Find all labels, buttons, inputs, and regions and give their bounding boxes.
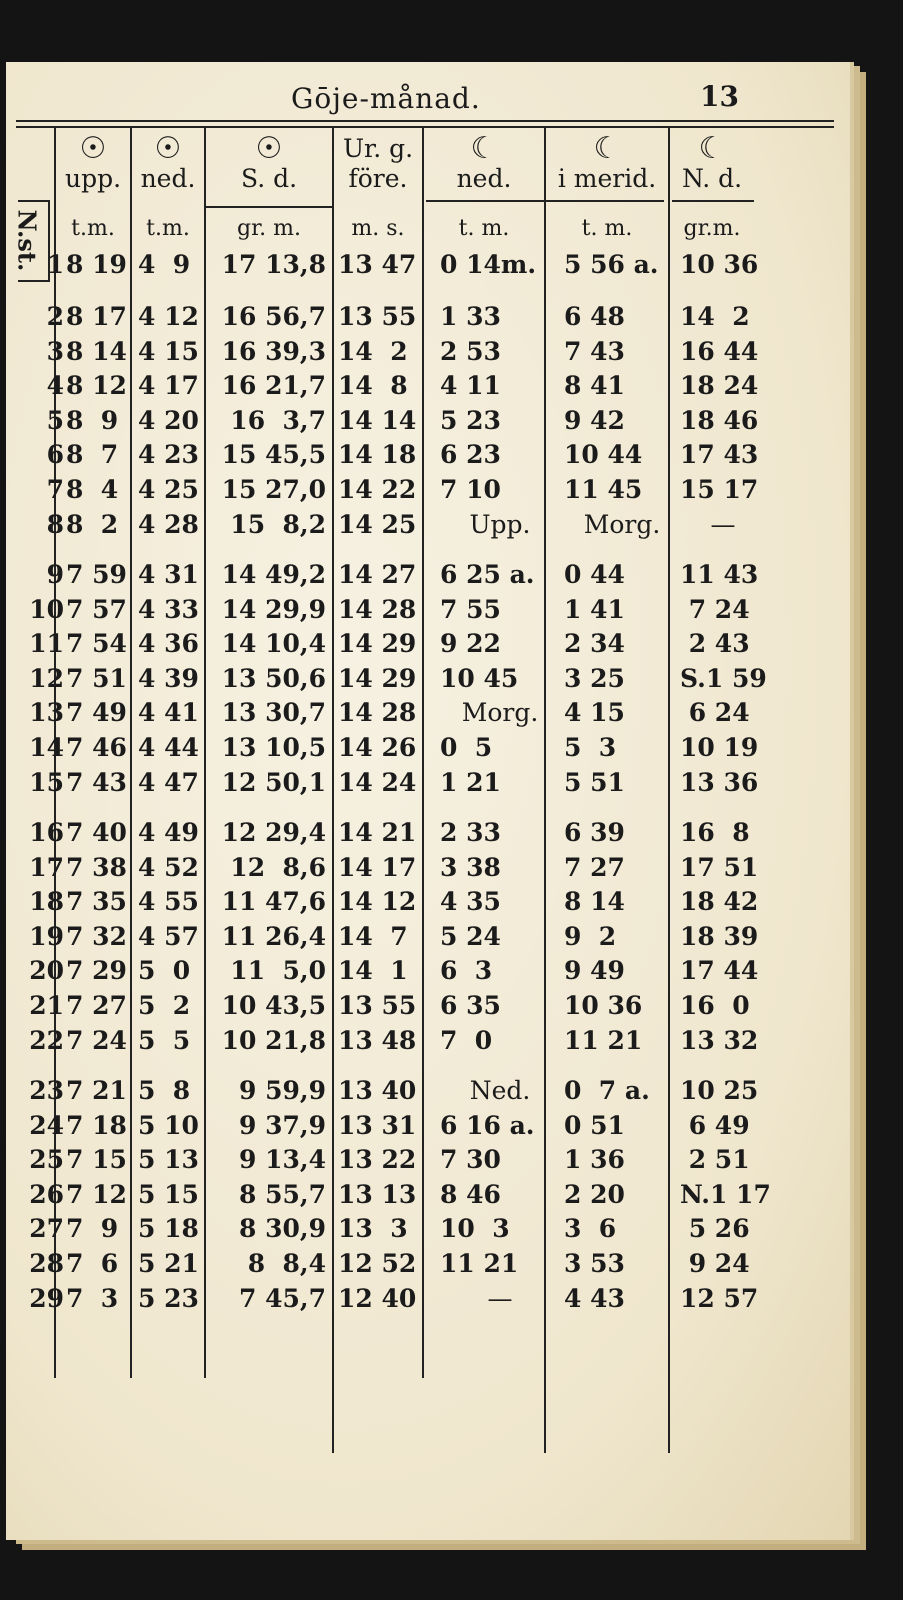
moon-declination-cell: N.1 17 bbox=[680, 1179, 771, 1209]
table-row bbox=[6, 1143, 850, 1177]
moon-meridian-cell: 10 44 bbox=[564, 440, 643, 470]
unit-sun-rise: t.m. bbox=[71, 216, 115, 241]
sun-declination-cell: 16 56,7 bbox=[221, 302, 326, 331]
table-row bbox=[6, 248, 850, 282]
sun-set-cell: 4 47 bbox=[138, 767, 199, 797]
moon-declination-cell: 17 43 bbox=[680, 440, 759, 470]
moon-declination-cell: 13 32 bbox=[680, 1025, 759, 1055]
sun-set-cell: 4 23 bbox=[138, 440, 199, 470]
moon-meridian-cell: 6 39 bbox=[564, 818, 625, 847]
moon-set-cell: 10 3 bbox=[440, 1214, 510, 1244]
sun-set-cell: 5 10 bbox=[138, 1110, 199, 1140]
moon-declination-cell: 10 36 bbox=[680, 250, 759, 279]
sun-icon: ☉ bbox=[255, 131, 283, 166]
sun-rise-cell: 8 4 bbox=[66, 475, 119, 504]
table-row bbox=[6, 508, 850, 542]
day-number-cell: 4 bbox=[46, 371, 64, 401]
moon-meridian-cell: 1 41 bbox=[564, 594, 625, 624]
moon-declination-cell: 6 24 bbox=[680, 698, 750, 728]
sun-rise-cell: 7 59 bbox=[66, 560, 127, 589]
sun-icon: ☉ bbox=[154, 131, 182, 166]
equation-of-time-cell: 14 26 bbox=[338, 733, 417, 762]
table-row bbox=[6, 558, 850, 592]
sun-rise-cell: 8 17 bbox=[66, 302, 127, 331]
day-number-cell: 3 bbox=[46, 336, 64, 366]
equation-of-time-cell: 13 47 bbox=[338, 250, 417, 279]
sun-set-cell: 5 23 bbox=[138, 1283, 199, 1313]
sun-rise-cell: 8 12 bbox=[66, 371, 127, 401]
equation-of-time-cell: 13 31 bbox=[338, 1110, 417, 1140]
almanac-page bbox=[6, 62, 850, 1540]
table-row bbox=[6, 662, 850, 696]
header-equation-of-time: Ur. g. före. bbox=[342, 134, 414, 193]
day-number-cell: 8 bbox=[46, 509, 64, 539]
table-row bbox=[6, 1024, 850, 1058]
moon-meridian-cell: 4 15 bbox=[564, 698, 625, 728]
sun-rise-cell: 7 40 bbox=[66, 818, 127, 847]
sun-declination-cell: 13 10,5 bbox=[221, 733, 326, 762]
unit-moon-declination: gr.m. bbox=[683, 216, 741, 241]
equation-of-time-cell: 13 22 bbox=[338, 1145, 417, 1175]
day-number-cell: 28 bbox=[29, 1249, 64, 1278]
sun-set-cell: 4 41 bbox=[138, 698, 199, 728]
sun-rise-cell: 8 2 bbox=[66, 509, 119, 539]
sun-rise-cell: 7 3 bbox=[66, 1283, 119, 1313]
sun-rise-cell: 8 9 bbox=[66, 405, 119, 435]
moon-declination-cell: 10 19 bbox=[680, 733, 759, 762]
sun-rise-cell: 8 14 bbox=[66, 336, 127, 366]
moon-declination-cell: 10 25 bbox=[680, 1076, 759, 1105]
table-row bbox=[6, 593, 850, 627]
moon-declination-cell: 14 2 bbox=[680, 302, 750, 331]
sun-rise-cell: 7 43 bbox=[66, 767, 127, 797]
moon-declination-cell: 16 0 bbox=[680, 991, 750, 1020]
moon-declination-cell: 18 46 bbox=[680, 405, 759, 435]
moon-declination-cell: 7 24 bbox=[680, 594, 750, 624]
moon-meridian-cell: 10 36 bbox=[564, 991, 643, 1020]
moon-declination-cell: 6 49 bbox=[680, 1110, 750, 1140]
equation-of-time-cell: 12 40 bbox=[338, 1283, 417, 1313]
moon-set-cell: 7 30 bbox=[440, 1145, 501, 1175]
equation-of-time-cell: 14 25 bbox=[338, 509, 417, 539]
equation-of-time-cell: 14 14 bbox=[338, 405, 417, 435]
table-row bbox=[6, 438, 850, 472]
moon-set-cell: 4 11 bbox=[440, 371, 501, 401]
sun-rise-cell: 7 54 bbox=[66, 629, 127, 659]
table-row bbox=[6, 473, 850, 507]
moon-meridian-cell: 9 2 bbox=[564, 921, 617, 951]
moon-meridian-cell: 4 43 bbox=[564, 1283, 625, 1313]
sun-declination-cell: 15 27,0 bbox=[221, 475, 326, 504]
moon-meridian-cell: 1 36 bbox=[564, 1145, 625, 1175]
day-number-cell: 10 bbox=[29, 594, 64, 624]
moon-set-cell: 5 24 bbox=[440, 921, 501, 951]
equation-of-time-cell: 13 40 bbox=[338, 1076, 417, 1105]
day-number-cell: 12 bbox=[29, 663, 64, 693]
equation-of-time-cell: 14 7 bbox=[338, 921, 408, 951]
day-number-cell: 29 bbox=[29, 1283, 64, 1313]
sun-declination-cell: 11 5,0 bbox=[230, 956, 326, 986]
moon-meridian-cell: 11 45 bbox=[564, 475, 643, 504]
moon-set-cell: 0 14m. bbox=[440, 250, 537, 279]
sun-declination-cell: 8 8,4 bbox=[239, 1249, 326, 1278]
moon-declination-cell: 2 51 bbox=[680, 1145, 750, 1175]
moon-set-cell: 11 21 bbox=[440, 1249, 519, 1278]
sun-rise-cell: 7 15 bbox=[66, 1145, 127, 1175]
sun-declination-cell: 9 59,9 bbox=[230, 1076, 326, 1105]
sun-declination-cell: 16 21,7 bbox=[221, 371, 326, 401]
sun-rise-cell: 7 29 bbox=[66, 956, 127, 986]
equation-of-time-cell: 14 8 bbox=[338, 371, 408, 401]
sun-declination-cell: 11 47,6 bbox=[221, 887, 326, 917]
moon-meridian-cell: 3 25 bbox=[564, 663, 625, 693]
sun-rise-cell: 7 38 bbox=[66, 852, 127, 882]
moon-declination-cell: 2 43 bbox=[680, 629, 750, 659]
moon-set-cell: 2 33 bbox=[440, 818, 501, 847]
moon-meridian-cell: 3 53 bbox=[564, 1249, 625, 1278]
sun-set-cell: 4 20 bbox=[138, 405, 199, 435]
day-number-cell: 25 bbox=[29, 1145, 64, 1175]
sun-declination-cell: 8 55,7 bbox=[230, 1179, 326, 1209]
moon-meridian-cell: 9 49 bbox=[564, 956, 625, 986]
sun-declination-cell: 9 13,4 bbox=[230, 1145, 326, 1175]
sun-set-cell: 4 52 bbox=[138, 852, 199, 882]
day-number-cell: 5 bbox=[46, 405, 64, 435]
table-row bbox=[6, 989, 850, 1023]
moon-meridian-cell: 6 48 bbox=[564, 302, 625, 331]
header-sun-declination: ☉ S. d. bbox=[206, 134, 332, 194]
moon-set-cell: 3 38 bbox=[440, 852, 501, 882]
sun-set-cell: 4 44 bbox=[138, 733, 199, 762]
table-row bbox=[6, 731, 850, 765]
moon-declination-cell: 16 44 bbox=[680, 336, 759, 366]
moon-declination-cell: 18 39 bbox=[680, 921, 759, 951]
day-number-cell: 20 bbox=[29, 956, 64, 986]
sun-set-cell: 4 57 bbox=[138, 921, 199, 951]
moon-declination-cell: 9 24 bbox=[680, 1249, 750, 1278]
table-row bbox=[6, 1212, 850, 1246]
moon-set-cell: Morg. bbox=[461, 698, 539, 728]
sun-declination-cell: 14 49,2 bbox=[221, 560, 326, 589]
equation-of-time-cell: 12 52 bbox=[338, 1249, 417, 1278]
sun-rise-cell: 8 19 bbox=[66, 250, 127, 279]
moon-set-cell: 6 23 bbox=[440, 440, 501, 470]
moon-declination-cell: 15 17 bbox=[680, 475, 759, 504]
equation-of-time-cell: 14 27 bbox=[338, 560, 417, 589]
moon-declination-cell: 18 24 bbox=[680, 371, 759, 401]
unit-moon-set: t. m. bbox=[458, 216, 510, 241]
sun-set-cell: 4 12 bbox=[138, 302, 199, 331]
equation-of-time-cell: 14 28 bbox=[338, 698, 417, 728]
side-label: N.st. bbox=[12, 209, 42, 272]
sun-declination-cell: 16 3,7 bbox=[230, 405, 326, 435]
sun-declination-cell: 14 29,9 bbox=[221, 594, 326, 624]
table-row bbox=[6, 920, 850, 954]
table-row bbox=[6, 1074, 850, 1108]
unit-row-rule-right bbox=[672, 200, 754, 202]
sun-rise-cell: 7 21 bbox=[66, 1076, 127, 1105]
moon-meridian-cell: 9 42 bbox=[564, 405, 625, 435]
moon-meridian-cell: 8 14 bbox=[564, 887, 625, 917]
day-number-cell: 16 bbox=[29, 818, 64, 847]
moon-meridian-cell: 11 21 bbox=[564, 1025, 643, 1055]
unit-moon-meridian: t. m. bbox=[581, 216, 633, 241]
table-row bbox=[6, 816, 850, 850]
sun-set-cell: 4 9 bbox=[138, 250, 191, 279]
moon-meridian-cell: 5 56 a. bbox=[564, 250, 659, 279]
moon-set-cell: 1 33 bbox=[440, 302, 501, 331]
moon-declination-cell: 13 36 bbox=[680, 767, 759, 797]
moon-set-cell: 7 0 bbox=[440, 1025, 493, 1055]
moon-set-cell: 5 23 bbox=[440, 405, 501, 435]
page-number: 13 bbox=[700, 80, 739, 113]
moon-set-cell: 6 3 bbox=[440, 956, 493, 986]
sun-declination-cell: 13 50,6 bbox=[221, 663, 326, 693]
table-row bbox=[6, 1109, 850, 1143]
day-number-cell: 24 bbox=[29, 1110, 64, 1140]
equation-of-time-cell: 14 18 bbox=[338, 440, 417, 470]
table-row bbox=[6, 300, 850, 334]
unit-sun-declination: gr. m. bbox=[236, 216, 302, 241]
sun-declination-cell: 7 45,7 bbox=[230, 1283, 326, 1313]
equation-of-time-cell: 13 48 bbox=[338, 1025, 417, 1055]
moon-meridian-cell: 0 44 bbox=[564, 560, 625, 589]
unit-equation: m. s. bbox=[351, 216, 405, 241]
equation-of-time-cell: 14 17 bbox=[338, 852, 417, 882]
moon-meridian-cell: 7 43 bbox=[564, 336, 625, 366]
sun-declination-cell: 8 30,9 bbox=[230, 1214, 326, 1244]
sun-set-cell: 5 5 bbox=[138, 1025, 191, 1055]
header-sun-set: ☉ ned. bbox=[132, 134, 204, 194]
sun-set-cell: 4 39 bbox=[138, 663, 199, 693]
header-moon-meridian: ☾ i merid. bbox=[546, 134, 668, 194]
moon-set-cell: 8 46 bbox=[440, 1179, 501, 1209]
sun-set-cell: 5 2 bbox=[138, 991, 191, 1020]
sun-rise-cell: 7 27 bbox=[66, 991, 127, 1020]
equation-of-time-cell: 13 55 bbox=[338, 991, 417, 1020]
sun-set-cell: 5 18 bbox=[138, 1214, 199, 1244]
sun-rise-cell: 7 46 bbox=[66, 733, 127, 762]
sun-set-cell: 4 49 bbox=[138, 818, 199, 847]
sun-rise-cell: 7 32 bbox=[66, 921, 127, 951]
sun-declination-cell: 10 43,5 bbox=[221, 991, 326, 1020]
equation-of-time-cell: 14 29 bbox=[338, 629, 417, 659]
table-row bbox=[6, 885, 850, 919]
table-row bbox=[6, 1247, 850, 1281]
sun-declination-cell: 12 29,4 bbox=[221, 818, 326, 847]
moon-meridian-cell: 2 34 bbox=[564, 629, 625, 659]
equation-of-time-cell: 14 22 bbox=[338, 475, 417, 504]
moon-declination-cell: 18 42 bbox=[680, 887, 759, 917]
day-number-cell: 27 bbox=[29, 1214, 64, 1244]
moon-meridian-cell: Morg. bbox=[583, 509, 661, 539]
moon-set-cell: Upp. bbox=[469, 509, 531, 539]
moon-set-cell: 6 16 a. bbox=[440, 1110, 535, 1140]
moon-declination-cell: S.1 59 bbox=[680, 663, 767, 693]
table-row bbox=[6, 851, 850, 885]
moon-meridian-cell: 5 51 bbox=[564, 767, 625, 797]
moon-declination-cell: 16 8 bbox=[680, 818, 750, 847]
moon-set-cell: 1 21 bbox=[440, 767, 501, 797]
day-number-cell: 19 bbox=[29, 921, 64, 951]
table-row bbox=[6, 1178, 850, 1212]
moon-meridian-cell: 7 27 bbox=[564, 852, 625, 882]
sun-rise-cell: 7 51 bbox=[66, 663, 127, 693]
equation-of-time-cell: 14 12 bbox=[338, 887, 417, 917]
sun-rise-cell: 7 35 bbox=[66, 887, 127, 917]
day-number-cell: 18 bbox=[29, 887, 64, 917]
sun-declination-cell: 12 50,1 bbox=[221, 767, 326, 797]
sun-set-cell: 4 17 bbox=[138, 371, 199, 401]
equation-of-time-cell: 13 13 bbox=[338, 1179, 417, 1209]
table-top-rule bbox=[16, 126, 834, 128]
day-number-cell: 15 bbox=[29, 767, 64, 797]
sun-declination-cell: 15 45,5 bbox=[221, 440, 326, 470]
header-moon-set: ☾ ned. bbox=[424, 134, 544, 194]
sun-set-cell: 5 8 bbox=[138, 1076, 191, 1105]
equation-of-time-cell: 13 3 bbox=[338, 1214, 408, 1244]
sun-rise-cell: 8 7 bbox=[66, 440, 119, 470]
sun-set-cell: 4 28 bbox=[138, 509, 199, 539]
sun-declination-cell: 9 37,9 bbox=[230, 1110, 326, 1140]
moon-set-cell: 7 10 bbox=[440, 475, 501, 504]
header-sun-rise: ☉ upp. bbox=[56, 134, 130, 194]
moon-icon: ☾ bbox=[698, 131, 726, 166]
moon-meridian-cell: 5 3 bbox=[564, 733, 617, 762]
page-title: Gōje-månad. bbox=[291, 82, 481, 115]
moon-icon: ☾ bbox=[593, 131, 621, 166]
moon-declination-cell: 11 43 bbox=[680, 560, 759, 589]
unit-row-rule-left bbox=[206, 206, 332, 208]
moon-set-cell: Ned. bbox=[469, 1076, 531, 1105]
sun-set-cell: 5 13 bbox=[138, 1145, 199, 1175]
day-number-cell: 21 bbox=[29, 991, 64, 1020]
sun-declination-cell: 15 8,2 bbox=[230, 509, 326, 539]
moon-meridian-cell: 2 20 bbox=[564, 1179, 625, 1209]
unit-sun-set: t.m. bbox=[146, 216, 190, 241]
moon-set-cell: 6 25 a. bbox=[440, 560, 535, 589]
sun-declination-cell: 17 13,8 bbox=[221, 250, 326, 279]
day-number-cell: 26 bbox=[29, 1179, 64, 1209]
sun-set-cell: 4 31 bbox=[138, 560, 199, 589]
table-row bbox=[6, 404, 850, 438]
sun-set-cell: 4 36 bbox=[138, 629, 199, 659]
moon-declination-cell: 17 44 bbox=[680, 956, 759, 986]
sun-declination-cell: 12 8,6 bbox=[230, 852, 326, 882]
moon-declination-cell: — bbox=[710, 509, 736, 539]
sun-icon: ☉ bbox=[79, 131, 107, 166]
moon-set-cell: 6 35 bbox=[440, 991, 501, 1020]
table-row bbox=[6, 335, 850, 369]
table-row bbox=[6, 696, 850, 730]
day-number-cell: 11 bbox=[29, 629, 64, 659]
sun-set-cell: 4 33 bbox=[138, 594, 199, 624]
sun-rise-cell: 7 49 bbox=[66, 698, 127, 728]
moon-set-cell: 4 35 bbox=[440, 887, 501, 917]
sun-rise-cell: 7 57 bbox=[66, 594, 127, 624]
sun-declination-cell: 14 10,4 bbox=[221, 629, 326, 659]
equation-of-time-cell: 14 21 bbox=[338, 818, 417, 847]
moon-meridian-cell: 0 51 bbox=[564, 1110, 625, 1140]
day-number-cell: 6 bbox=[46, 440, 64, 470]
equation-of-time-cell: 14 29 bbox=[338, 663, 417, 693]
table-row bbox=[6, 954, 850, 988]
equation-of-time-cell: 14 2 bbox=[338, 336, 408, 366]
sun-set-cell: 5 0 bbox=[138, 956, 191, 986]
moon-set-cell: 0 5 bbox=[440, 733, 493, 762]
sun-set-cell: 4 15 bbox=[138, 336, 199, 366]
day-number-cell: 9 bbox=[46, 560, 64, 589]
moon-set-cell: 2 53 bbox=[440, 336, 501, 366]
equation-of-time-cell: 14 24 bbox=[338, 767, 417, 797]
equation-of-time-cell: 13 55 bbox=[338, 302, 417, 331]
day-number-cell: 14 bbox=[29, 733, 64, 762]
sun-rise-cell: 7 6 bbox=[66, 1249, 119, 1278]
table-row bbox=[6, 766, 850, 800]
table-row bbox=[6, 1282, 850, 1316]
moon-declination-cell: 17 51 bbox=[680, 852, 759, 882]
equation-of-time-cell: 14 28 bbox=[338, 594, 417, 624]
day-number-cell: 13 bbox=[29, 698, 64, 728]
sun-set-cell: 5 21 bbox=[138, 1249, 199, 1278]
sun-declination-cell: 16 39,3 bbox=[221, 336, 326, 366]
sun-set-cell: 4 25 bbox=[138, 475, 199, 504]
moon-icon: ☾ bbox=[470, 131, 498, 166]
day-number-cell: 23 bbox=[29, 1076, 64, 1105]
moon-meridian-cell: 3 6 bbox=[564, 1214, 617, 1244]
moon-declination-cell: 12 57 bbox=[680, 1283, 759, 1313]
day-number-cell: 2 bbox=[46, 302, 64, 331]
sun-set-cell: 4 55 bbox=[138, 887, 199, 917]
header-moon-declination: ☾ N. d. bbox=[670, 134, 754, 194]
moon-set-cell: 9 22 bbox=[440, 629, 501, 659]
sun-declination-cell: 13 30,7 bbox=[221, 698, 326, 728]
day-number-cell: 1 bbox=[46, 250, 64, 279]
sun-rise-cell: 7 18 bbox=[66, 1110, 127, 1140]
moon-declination-cell: 5 26 bbox=[680, 1214, 750, 1244]
table-row bbox=[6, 369, 850, 403]
sun-declination-cell: 11 26,4 bbox=[221, 921, 326, 951]
moon-set-cell: — bbox=[487, 1283, 513, 1313]
day-number-cell: 22 bbox=[29, 1025, 64, 1055]
table-row bbox=[6, 627, 850, 661]
sun-set-cell: 5 15 bbox=[138, 1179, 199, 1209]
moon-meridian-cell: 0 7 a. bbox=[564, 1076, 650, 1105]
day-number-cell: 17 bbox=[29, 852, 64, 882]
sun-rise-cell: 7 24 bbox=[66, 1025, 127, 1055]
moon-set-cell: 7 55 bbox=[440, 594, 501, 624]
header-rule bbox=[16, 120, 834, 122]
sun-declination-cell: 10 21,8 bbox=[221, 1025, 326, 1055]
moon-set-cell: 10 45 bbox=[440, 663, 519, 693]
day-number-cell: 7 bbox=[46, 475, 64, 504]
equation-of-time-cell: 14 1 bbox=[338, 956, 408, 986]
sun-rise-cell: 7 9 bbox=[66, 1214, 119, 1244]
sun-rise-cell: 7 12 bbox=[66, 1179, 127, 1209]
moon-meridian-cell: 8 41 bbox=[564, 371, 625, 401]
